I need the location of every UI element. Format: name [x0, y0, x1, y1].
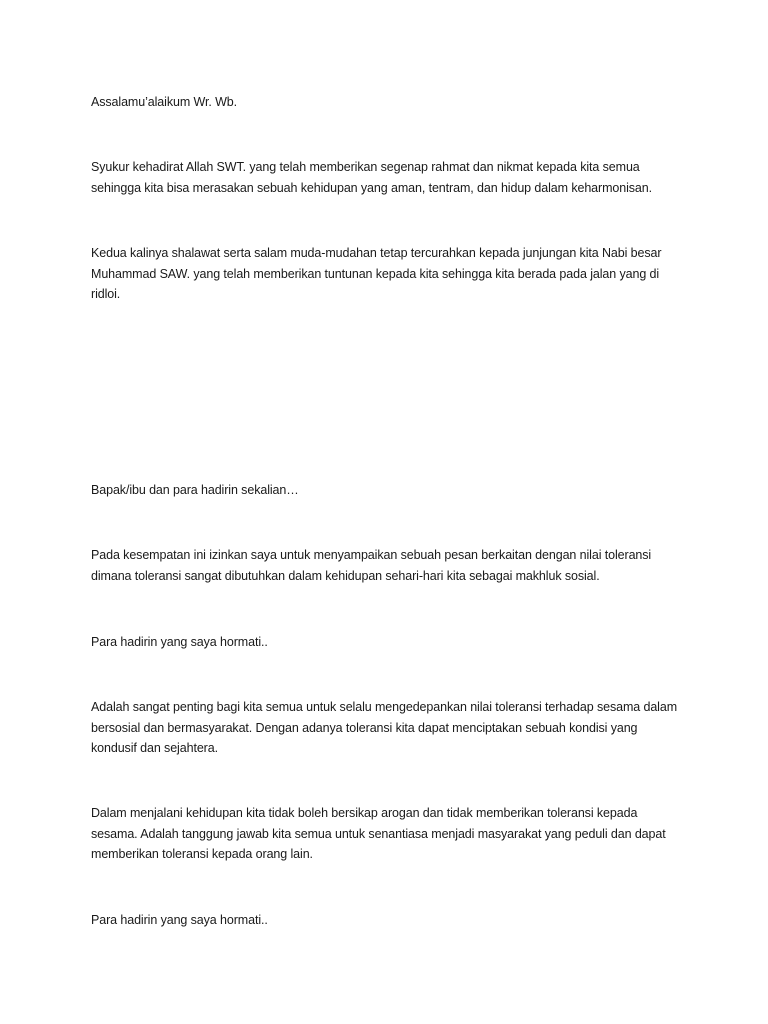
- closing-audience-address-paragraph: Para hadirin yang saya hormati..: [91, 913, 268, 927]
- opportunity-paragraph: Pada kesempatan ini izinkan saya untuk menyampaikan sebuah pesan berkaitan dengan nilai toleransi dimana toleransi sangat dibutuhkan dalam kehidupan sehari-hari kita sebagai makhluk sosial.: [91, 548, 652, 583]
- greeting-paragraph: Assalamu’alaikum Wr. Wb.: [91, 95, 238, 109]
- audience-address-paragraph: Para hadirin yang saya hormati..: [91, 635, 268, 649]
- importance-paragraph: Adalah sangat penting bagi kita semua untuk selalu mengedepankan nilai toleransi terhadap sesama dalam bersosial dan bermasyarakat. Dengan adanya toleransi kita dapat menciptakan sebuah kondisi yang kondusif dan sejahtera.: [91, 700, 678, 755]
- responsibility-paragraph: Dalam menjalani kehidupan kita tidak boleh bersikap arogan dan tidak memberikan toleransi kepada sesama. Adalah tanggung jawab kita semua untuk senantiasa menjadi masyarakat yang peduli dan dapat memberikan toleransi kepada orang lain.: [91, 806, 666, 861]
- shalawat-paragraph: Kedua kalinya shalawat serta salam muda-mudahan tetap tercurahkan kepada junjungan kita Nabi besar Muhammad SAW. yang telah memberikan tuntunan kepada kita sehingga kita berada pada jalan yang di ridloi.: [91, 246, 662, 301]
- gratitude-paragraph: Syukur kehadirat Allah SWT. yang telah memberikan segenap rahmat dan nikmat kepada kita semua sehingga kita bisa merasakan sebuah kehidupan yang aman, tentram, dan hidup dalam keharmonisan.: [91, 160, 653, 195]
- audience-greeting-paragraph: Bapak/ibu dan para hadirin sekalian…: [91, 483, 299, 497]
